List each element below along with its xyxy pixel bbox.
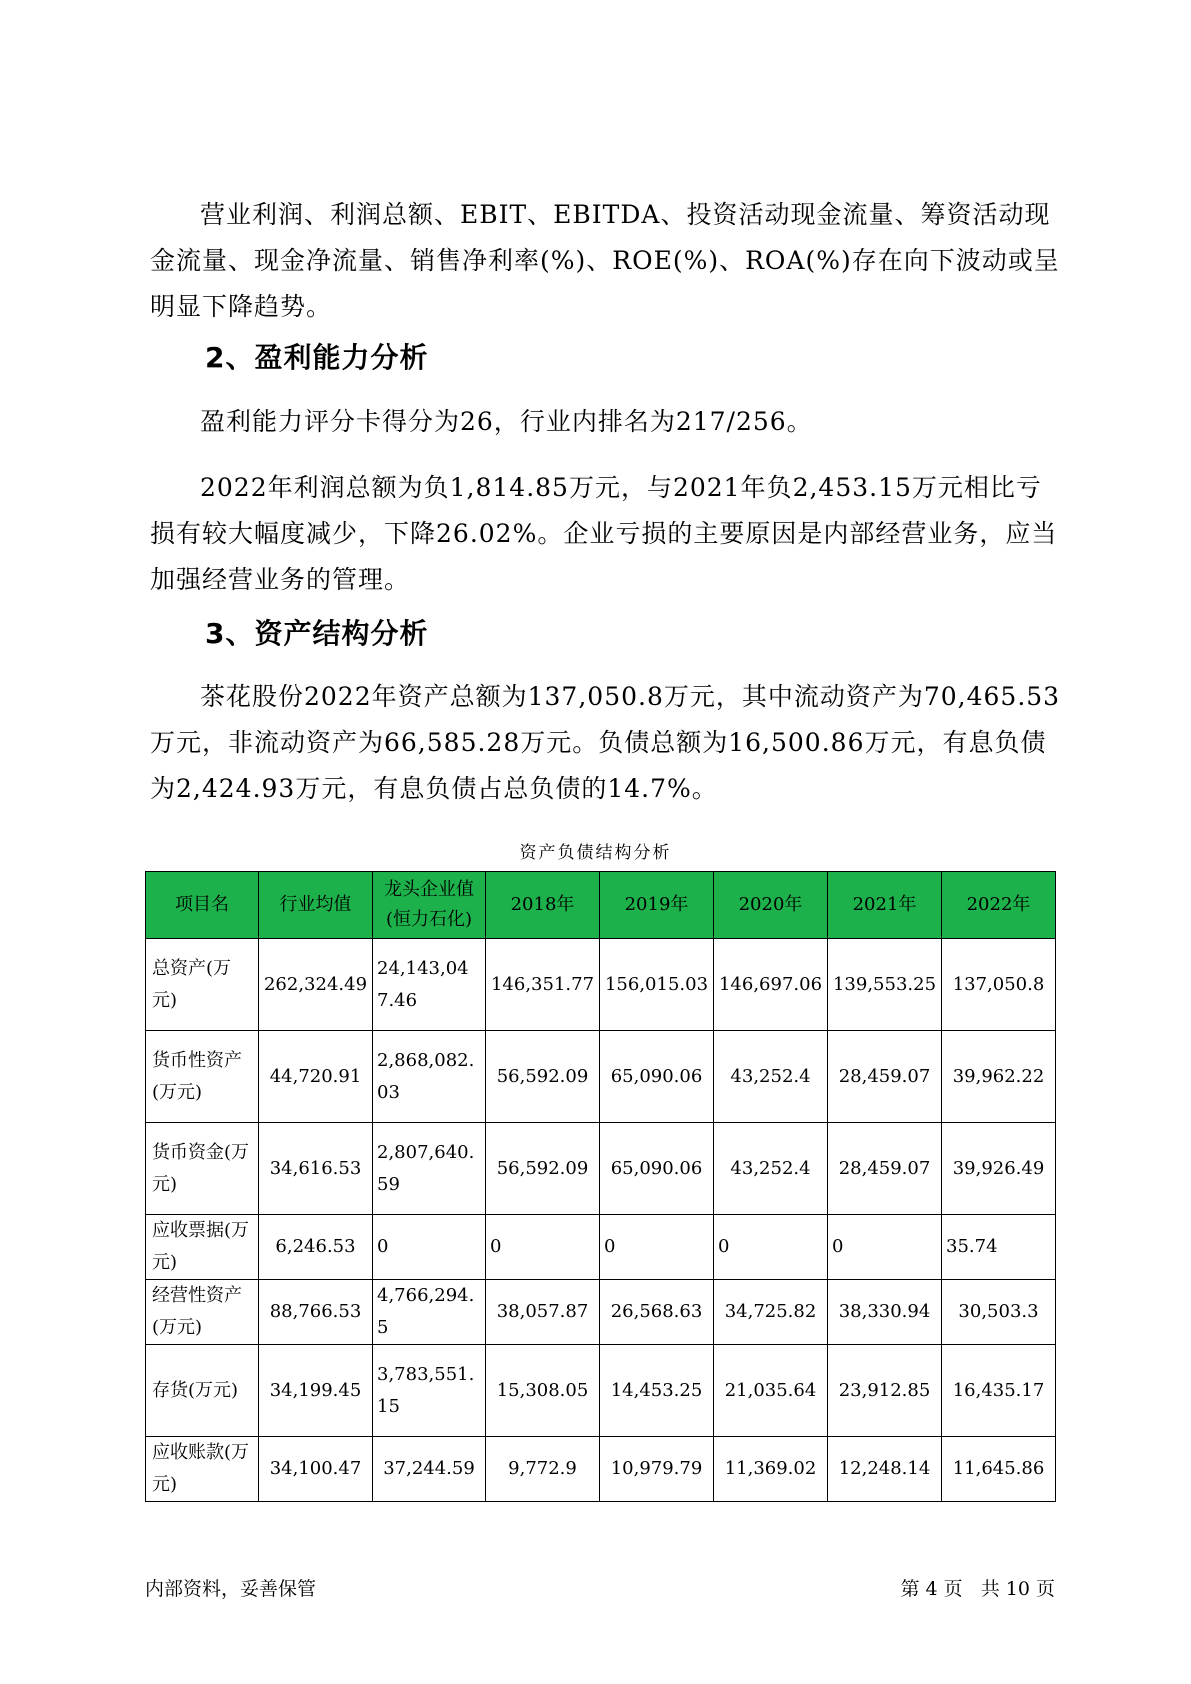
table-cell: 14,453.25: [600, 1345, 714, 1437]
table-row: [146, 1345, 1056, 1437]
table-cell: 146,351.77: [486, 939, 600, 1031]
table-cell: 139,553.25: [828, 939, 942, 1031]
table-cell: 16,435.17: [942, 1345, 1056, 1437]
table-cell: 34,199.45: [259, 1345, 373, 1437]
table-row: [146, 1437, 1056, 1502]
table-cell: 0: [486, 1215, 600, 1280]
header-2020: 2020年: [714, 872, 828, 939]
table-cell: 24,143,047.46: [373, 939, 486, 1031]
table-cell: 6,246.53: [259, 1215, 373, 1280]
table-cell: 28,459.07: [828, 1031, 942, 1123]
table-cell: 88,766.53: [259, 1280, 373, 1345]
row-label: 存货(万元): [146, 1345, 259, 1437]
table-cell: 262,324.49: [259, 939, 373, 1031]
section-heading-profitability: 2、盈利能力分析: [205, 341, 429, 374]
paragraph-profitability-score: 盈利能力评分卡得分为26，行业内排名为217/256。: [200, 407, 813, 436]
header-2021: 2021年: [828, 872, 942, 939]
table-cell: 10,979.79: [600, 1437, 714, 1502]
table-cell: 146,697.06: [714, 939, 828, 1031]
table-cell: 2,868,082.03: [373, 1031, 486, 1123]
table-cell: 2,807,640.59: [373, 1123, 486, 1215]
table-cell: 26,568.63: [600, 1280, 714, 1345]
table-cell: 37,244.59: [373, 1437, 486, 1502]
table-cell: 0: [828, 1215, 942, 1280]
table-cell: 28,459.07: [828, 1123, 942, 1215]
table-cell: 34,725.82: [714, 1280, 828, 1345]
header-item-name: 项目名: [146, 872, 259, 939]
header-2022: 2022年: [942, 872, 1056, 939]
table-cell: 30,503.3: [942, 1280, 1056, 1345]
table-row: [146, 1280, 1056, 1345]
paragraph-profit-total: 2022年利润总额为负1,814.85万元，与2021年负2,453.15万元相比亏损有较大幅度减少，下降26.02%。企业亏损的主要原因是内部经营业务，应当加强经营业务的管理。: [150, 473, 1058, 594]
table-cell: 11,645.86: [942, 1437, 1056, 1502]
table-cell: 39,962.22: [942, 1031, 1056, 1123]
table-cell: 0: [600, 1215, 714, 1280]
table-cell: 34,616.53: [259, 1123, 373, 1215]
table-cell: 156,015.03: [600, 939, 714, 1031]
footer-page-number: 第 4 页 共 10 页: [900, 1578, 1055, 1600]
table-cell: 56,592.09: [486, 1123, 600, 1215]
table-cell: 35.74: [942, 1215, 1056, 1280]
table-cell: 44,720.91: [259, 1031, 373, 1123]
paragraph-asset-structure: 茶花股份2022年资产总额为137,050.8万元，其中流动资产为70,465.53万元，非流动资产为66,585.28万元。负债总额为16,500.86万元，有息负债为2,424.93万元，有息负债占总负债的14.7%。: [150, 682, 1061, 803]
paragraph-declining-indicators: 营业利润、利润总额、EBIT、EBITDA、投资活动现金流量、筹资活动现金流量、现金净流量、销售净利率(%)、ROE(%)、ROA(%)存在向下波动或呈明显下降趋势。: [150, 200, 1060, 321]
table-cell: 21,035.64: [714, 1345, 828, 1437]
table-cell: 4,766,294.5: [373, 1280, 486, 1345]
header-2018: 2018年: [486, 872, 600, 939]
row-label: 应收账款(万元): [146, 1437, 259, 1502]
table-cell: 15,308.05: [486, 1345, 600, 1437]
asset-liability-table: [145, 871, 1056, 1502]
table-caption: 资产负债结构分析: [519, 843, 672, 863]
table-cell: 43,252.4: [714, 1123, 828, 1215]
header-leader-value: 龙头企业值(恒力石化): [373, 872, 486, 939]
table-cell: 23,912.85: [828, 1345, 942, 1437]
table-cell: 43,252.4: [714, 1031, 828, 1123]
table-cell: 38,057.87: [486, 1280, 600, 1345]
table-cell: 11,369.02: [714, 1437, 828, 1502]
table-header-row: [146, 872, 1056, 939]
row-label: 货币资金(万元): [146, 1123, 259, 1215]
table-row: [146, 1031, 1056, 1123]
table-cell: 137,050.8: [942, 939, 1056, 1031]
table-cell: 0: [714, 1215, 828, 1280]
section-heading-asset-structure: 3、资产结构分析: [205, 617, 429, 650]
header-2019: 2019年: [600, 872, 714, 939]
table-row: [146, 1123, 1056, 1215]
table-cell: 34,100.47: [259, 1437, 373, 1502]
row-label: 应收票据(万元): [146, 1215, 259, 1280]
table-cell: 65,090.06: [600, 1123, 714, 1215]
row-label: 货币性资产(万元): [146, 1031, 259, 1123]
table-cell: 65,090.06: [600, 1031, 714, 1123]
table-cell: 38,330.94: [828, 1280, 942, 1345]
table-cell: 3,783,551.15: [373, 1345, 486, 1437]
table-cell: 12,248.14: [828, 1437, 942, 1502]
table-cell: 39,926.49: [942, 1123, 1056, 1215]
table-row: [146, 1215, 1056, 1280]
footer-confidential-note: 内部资料，妥善保管: [145, 1578, 317, 1600]
table-row: [146, 939, 1056, 1031]
table-cell: 9,772.9: [486, 1437, 600, 1502]
table-cell: 56,592.09: [486, 1031, 600, 1123]
table-cell: 0: [373, 1215, 486, 1280]
row-label: 经营性资产(万元): [146, 1280, 259, 1345]
header-industry-average: 行业均值: [259, 872, 373, 939]
row-label: 总资产(万元): [146, 939, 259, 1031]
